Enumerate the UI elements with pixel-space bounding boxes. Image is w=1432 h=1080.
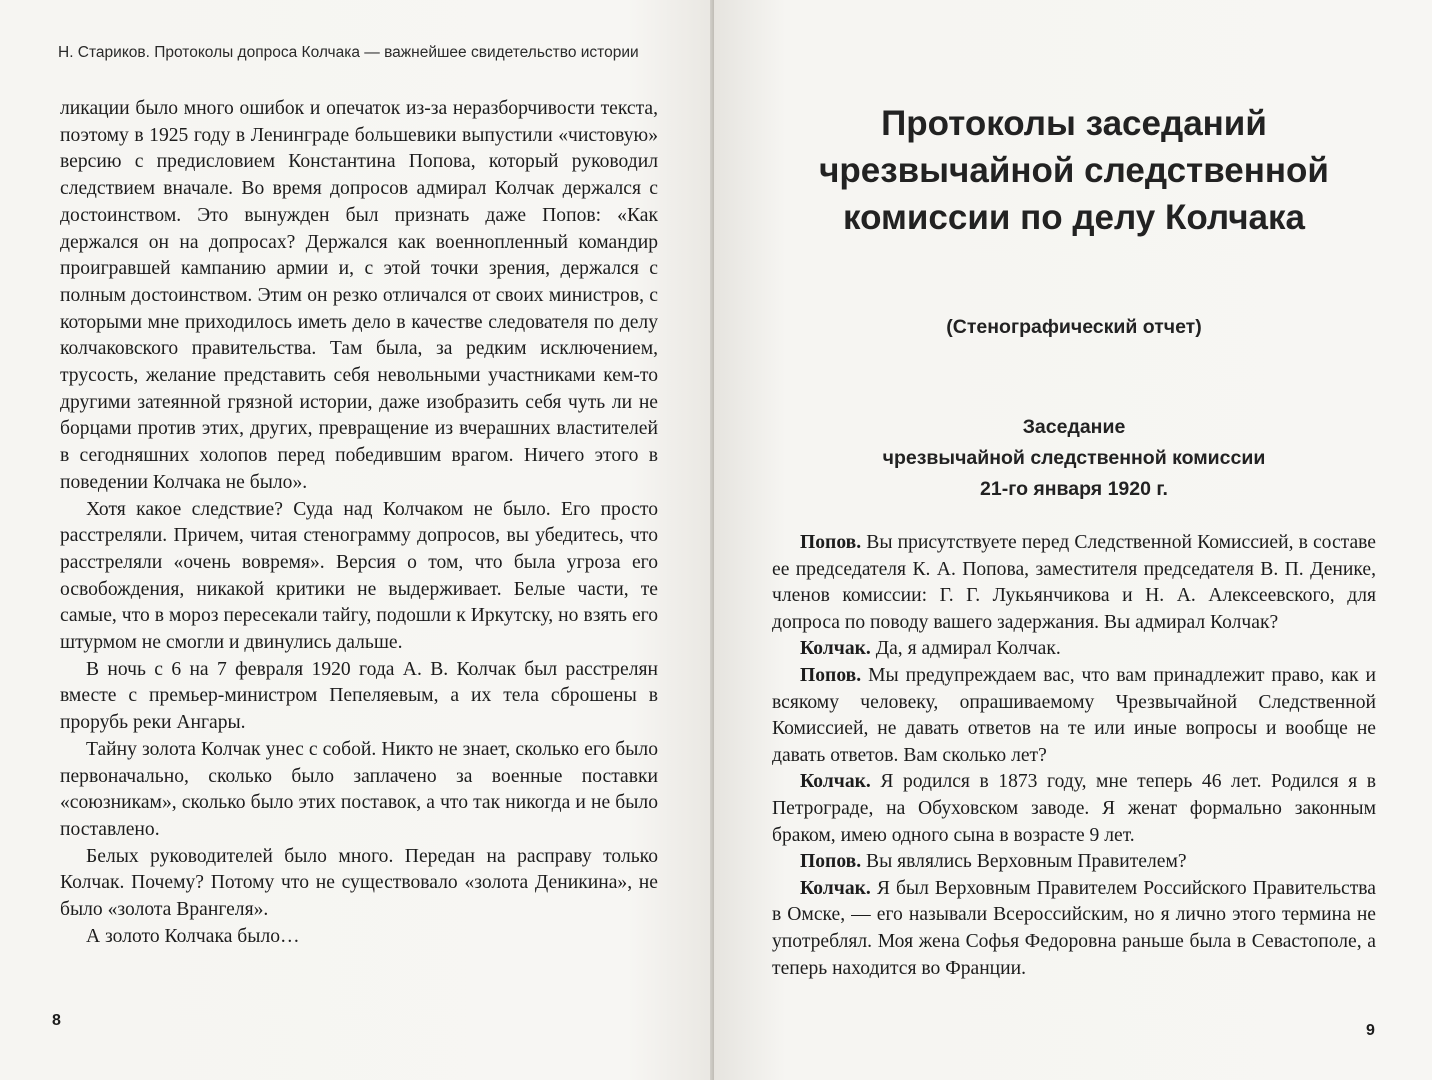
session-line: Заседание xyxy=(1022,416,1126,438)
speaker-name: Колчак. xyxy=(800,771,871,793)
left-body-text xyxy=(60,96,658,951)
speech-text: Вы являлись Верховным Правителем? xyxy=(861,851,1187,873)
session-date: 21-го января 1920 г. xyxy=(980,478,1168,500)
dialogue-line xyxy=(772,530,1376,636)
dialogue-line xyxy=(772,849,1376,876)
speech-text: Вы присутствуете перед Следственной Комиссией, в составе ее председателя К. А. Попова, заместителя председателя В. П. Денике, членов комиссии: Г. Г. Лукьянчикова и Н. А. Алексеевского, для допроса по поводу вашего задержания. Вы адмирал Колчак? xyxy=(772,532,1376,633)
running-head: Н. Стариков. Протоколы допроса Колчака — важнейшее свидетельство истории xyxy=(58,44,639,61)
speaker-name: Колчак. xyxy=(800,877,871,899)
dialogue-line xyxy=(772,876,1376,982)
dialogue-line xyxy=(772,663,1376,769)
dialogue-line xyxy=(772,769,1376,849)
speech-text: Да, я адмирал Колчак. xyxy=(870,638,1061,660)
paragraph: ликации было много ошибок и опечаток из-за неразборчивости текста, поэтому в 1925 году в Ленинграде большевики выпустили «чистовую» версию с предисловием Константина Попова, который руководил следствием вначале. Во время допросов адмирал Колчак держался с достоинством. Это вынужден был признать даже Попов: «Как держался он на допросах? Держался как военнопленный командир проигравшей кампанию армии и, с этой точки зрения, держался с полным достоинством. Этим он резко отличался от своих министров, с которыми мне приходилось иметь дело в качестве следователя по делу колчаковского правительства. Там была, за редким исключением, трусость, желание представить себя невольными участниками кем-то другими затеянной грязной истории, даже изобразить себя чуть ли не борцами против этих, других, превращение из вчерашних властителей в сегодняшних холопов перед победившим врагом. Ничего этого в поведении Колчака не было». xyxy=(60,98,658,493)
page-number-right: 9 xyxy=(1366,1022,1375,1039)
paragraph: Белых руководителей было много. Передан на расправу только Колчак. Почему? Потому что не существовало «золота Деникина», не было «золота Врангеля». xyxy=(60,845,658,921)
session-heading xyxy=(774,412,1374,505)
speaker-name: Попов. xyxy=(800,851,862,873)
chapter-subtitle: (Стенографический отчет) xyxy=(946,316,1202,338)
session-line: чрезвычайной следственной комиссии xyxy=(882,447,1266,469)
chapter-title: Протоколы заседаний чрезвычайной следственной комиссии по делу Колчака xyxy=(819,104,1329,237)
left-page xyxy=(0,0,714,1080)
speaker-name: Попов. xyxy=(800,664,862,686)
dialogue-line xyxy=(772,636,1376,663)
interrogation-transcript xyxy=(772,530,1376,982)
speaker-name: Колчак. xyxy=(800,638,871,660)
speech-text: Мы предупреждаем вас, что вам принадлежит право, как и всякому человеку, опрашиваемому Чрезвычайной Следственной Комиссией, не давать ответов на те или иные вопросы и вообще не давать ответов. Вам сколько лет? xyxy=(772,664,1376,766)
speaker-name: Попов. xyxy=(800,532,862,553)
paragraph: Тайну золота Колчак унес с собой. Никто не знает, сколько его было первоначально, сколько было заплачено за военные поставки «союзникам», сколько было этих поставок, а что так никогда и не было поставлено. xyxy=(60,738,658,840)
paragraph: Хотя какое следствие? Суда над Колчаком не было. Его просто расстреляли. Причем, читая стенограмму допросов, вы убедитесь, что расстреляли «очень вовремя». Версия о том, что была угроза его освобождения, никакой критики не выдерживает. Белые части, те самые, что в мороз пересекали тайгу, подошли к Иркутску, но взять его штурмом не смогли и двинулись дальше. xyxy=(60,498,658,654)
page-number-left: 8 xyxy=(52,1012,61,1029)
speech-text: Я родился в 1873 году, мне теперь 46 лет. Родился я в Петрограде, на Обуховском заводе. Я женат формально законным браком, имею одного сына в возрасте 9 лет. xyxy=(772,771,1376,846)
paragraph: В ночь с 6 на 7 февраля 1920 года А. В. Колчак был расстрелян вместе с премьер-министром Пепеляевым, а их тела сброшены в прорубь реки Ангары. xyxy=(60,658,658,734)
right-page xyxy=(714,0,1432,1080)
paragraph: А золото Колчака было… xyxy=(86,925,300,947)
speech-text: Я был Верховным Правителем Российского Правительства в Омске, — его называли Всероссийским, но я лично этого термина не употреблял. Моя жена Софья Федоровна раньше была в Севастополе, а теперь находится во Франции. xyxy=(772,877,1376,979)
